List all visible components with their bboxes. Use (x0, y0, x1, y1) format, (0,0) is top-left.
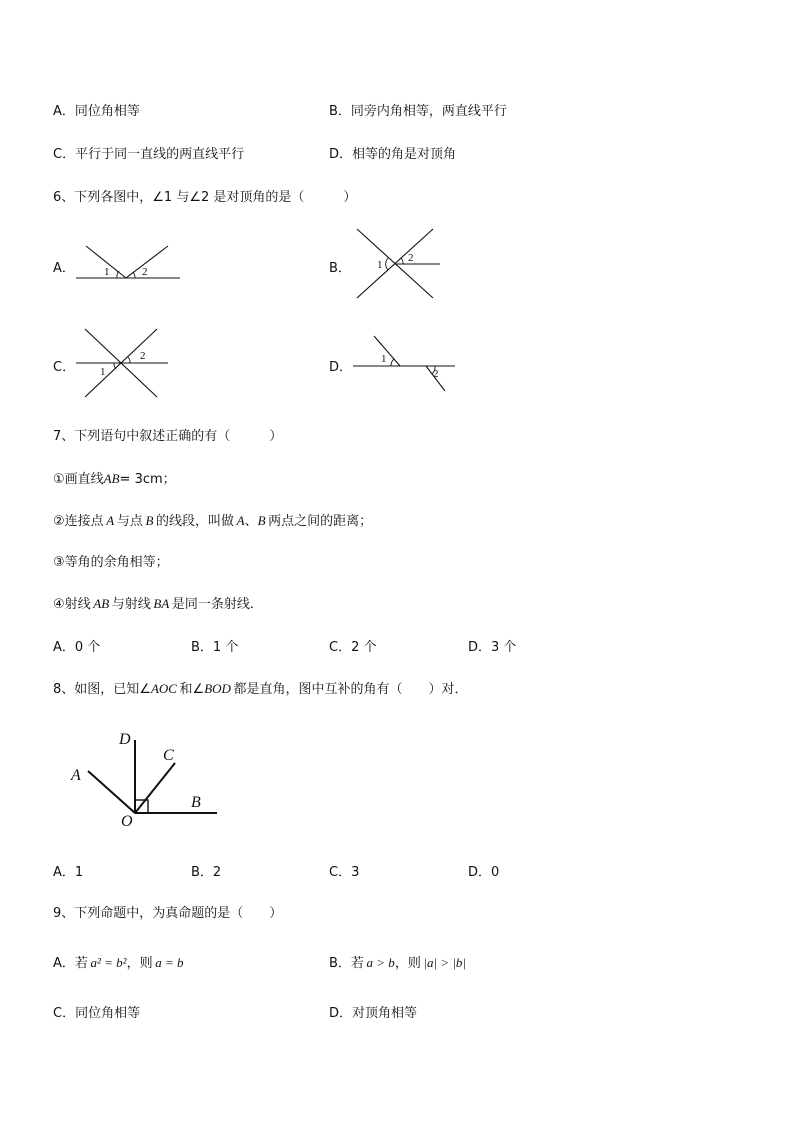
q7-option-a: A．0 个 (53, 640, 101, 655)
q9-option-d: D．对顶角相等 (329, 1006, 418, 1021)
q5-option-c: C．平行于同一直线的两直线平行 (53, 147, 245, 162)
q9-stem: 9、下列命题中，为真命题的是（ ） (53, 906, 283, 921)
q6-label-b: B． (329, 261, 351, 276)
q6-figure-d (350, 333, 460, 395)
q5-option-a: A．同位角相等 (53, 104, 140, 119)
q9-option-c: C．同位角相等 (53, 1006, 141, 1021)
q8-point-c: C (163, 747, 174, 764)
q6-figure-c (72, 325, 172, 400)
q8-figure (65, 725, 235, 835)
q8-point-b: B (191, 794, 201, 811)
q6d-angle2-label: 2 (433, 368, 439, 380)
q6c-angle1-label: 1 (100, 366, 106, 378)
q8-option-b: B．2 (191, 865, 222, 880)
q8-stem: 8、如图，已知∠AOC 和∠BOD 都是直角，图中互补的角有（ ）对． (53, 681, 468, 697)
q8-point-o: O (121, 813, 133, 830)
q5-option-b: B．同旁内角相等，两直线平行 (329, 104, 507, 119)
q7-option-d: D．3 个 (468, 640, 517, 655)
q7-statement-3: ③等角的余角相等； (53, 555, 169, 570)
q6a-angle2-label: 2 (142, 266, 148, 278)
q9-option-a: A．若 a² = b²，则 a = b (53, 955, 184, 971)
q8-option-c: C．3 (329, 865, 360, 880)
q8-point-a: A (71, 767, 81, 784)
q9-option-b: B．若 a > b，则 |a| > |b| (329, 955, 467, 971)
q6-label-a: A． (53, 261, 75, 276)
q7-statement-1: ①画直线AB= 3cm； (53, 471, 176, 487)
q6-label-d: D． (329, 360, 353, 375)
q8-option-d: D．0 (468, 865, 500, 880)
q5-option-d: D．相等的角是对顶角 (329, 147, 457, 162)
q6c-angle2-label: 2 (140, 350, 146, 362)
q6-figure-b (350, 225, 450, 303)
q7-option-c: C．2 个 (329, 640, 377, 655)
q7-stem: 7、下列语句中叙述正确的有（ ） (53, 429, 283, 444)
q7-statement-2: ②连接点 A 与点 B 的线段，叫做 A、B 两点之间的距离； (53, 513, 373, 529)
q6-stem: 6、下列各图中，∠1 与∠2 是对顶角的是（ ） (53, 190, 357, 205)
q6b-angle1-label: 1 (377, 259, 383, 271)
q7-statement-4: ④射线 AB 与射线 BA 是同一条射线． (53, 596, 263, 612)
q6d-angle1-label: 1 (381, 353, 387, 365)
q7-option-b: B．1 个 (191, 640, 239, 655)
q6-label-c: C． (53, 360, 76, 375)
q6a-angle1-label: 1 (104, 266, 110, 278)
q8-point-d: D (119, 731, 131, 748)
q6-figure-a (70, 240, 190, 285)
q8-option-a: A．1 (53, 865, 84, 880)
q6b-angle2-label: 2 (408, 252, 414, 264)
